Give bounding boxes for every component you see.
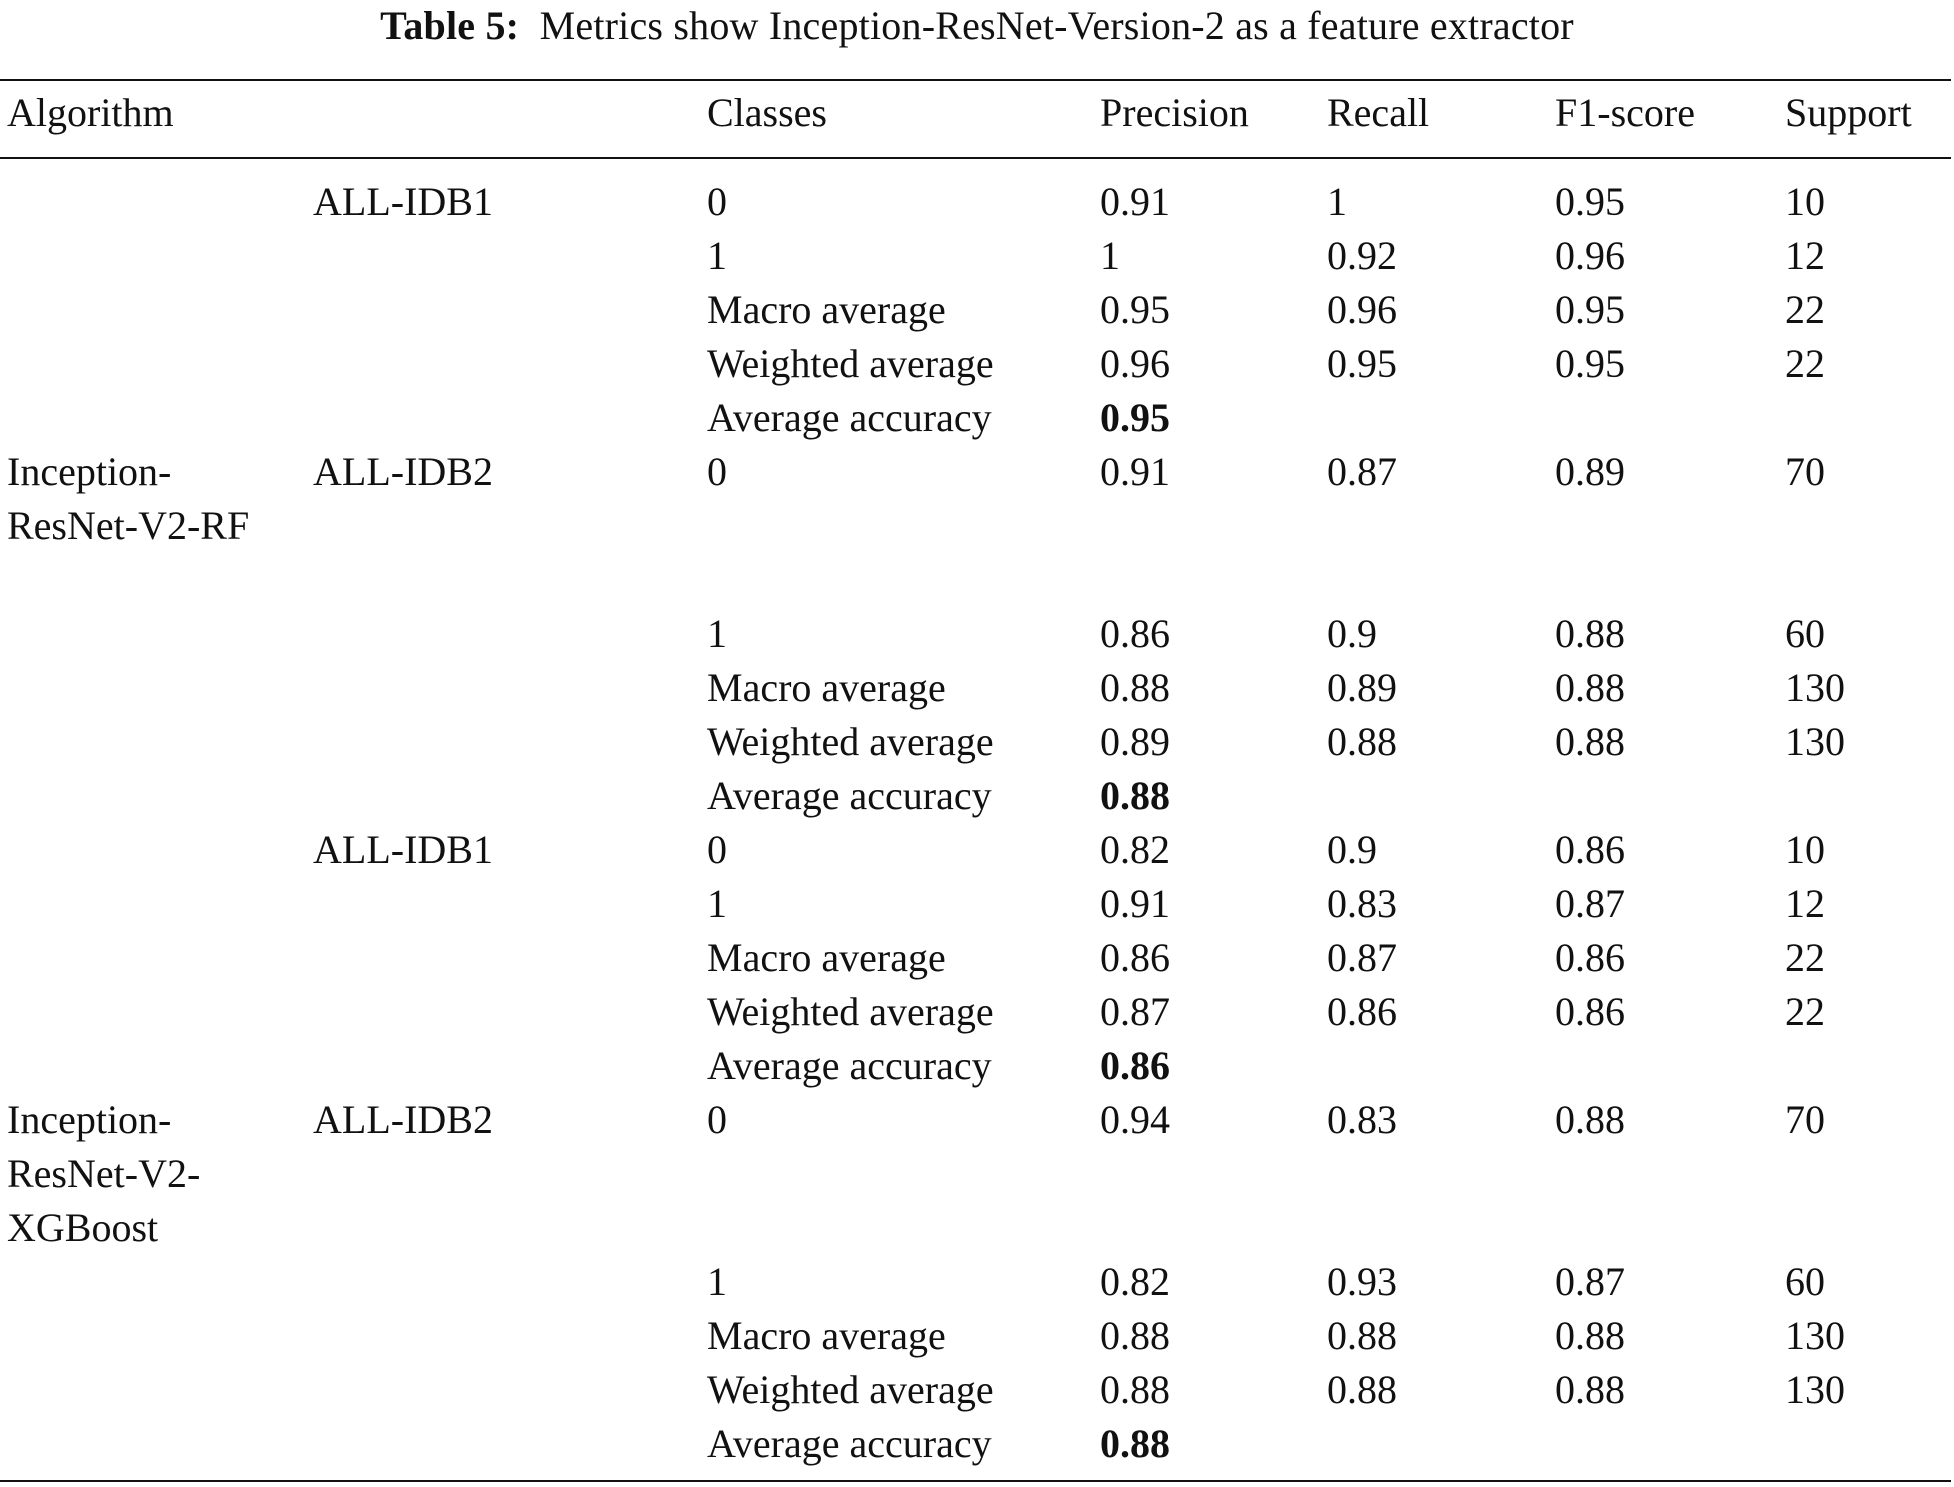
cell-precision: 0.88 bbox=[1100, 1313, 1170, 1358]
caption-text: Metrics show Inception-ResNet-Version-2 as a feature extractor bbox=[539, 3, 1574, 48]
cell-class: 0 bbox=[707, 449, 727, 494]
cell-f1-score: 0.89 bbox=[1555, 449, 1625, 494]
cell-support: 12 bbox=[1785, 233, 1825, 278]
cell-recall: 0.86 bbox=[1327, 989, 1397, 1034]
cell-precision: 0.86 bbox=[1100, 611, 1170, 656]
cell-class: 0 bbox=[707, 179, 727, 224]
cell-support: 10 bbox=[1785, 179, 1825, 224]
cell-class: 0 bbox=[707, 1097, 727, 1142]
cell-recall: 0.89 bbox=[1327, 665, 1397, 710]
top-rule bbox=[0, 79, 1951, 81]
cell-precision: 0.86 bbox=[1100, 1043, 1170, 1088]
cell-f1-score: 0.88 bbox=[1555, 1367, 1625, 1412]
cell-f1-score: 0.88 bbox=[1555, 665, 1625, 710]
cell-f1-score: 0.96 bbox=[1555, 233, 1625, 278]
cell-recall: 0.9 bbox=[1327, 827, 1377, 872]
cell-class: Macro average bbox=[707, 287, 946, 332]
cell-precision: 1 bbox=[1100, 233, 1120, 278]
cell-f1-score: 0.95 bbox=[1555, 179, 1625, 224]
cell-recall: 0.93 bbox=[1327, 1259, 1397, 1304]
cell-recall: 0.87 bbox=[1327, 449, 1397, 494]
cell-support: 60 bbox=[1785, 611, 1825, 656]
cell-class: Average accuracy bbox=[707, 1421, 992, 1466]
cell-precision: 0.88 bbox=[1100, 773, 1170, 818]
header-precision: Precision bbox=[1100, 90, 1249, 135]
cell-precision: 0.89 bbox=[1100, 719, 1170, 764]
cell-recall: 0.88 bbox=[1327, 1313, 1397, 1358]
cell-class: Macro average bbox=[707, 935, 946, 980]
cell-support: 70 bbox=[1785, 449, 1825, 494]
cell-support: 22 bbox=[1785, 989, 1825, 1034]
cell-support: 130 bbox=[1785, 1367, 1845, 1412]
cell-f1-score: 0.88 bbox=[1555, 611, 1625, 656]
cell-class: 1 bbox=[707, 233, 727, 278]
cell-f1-score: 0.88 bbox=[1555, 719, 1625, 764]
cell-class: Weighted average bbox=[707, 989, 994, 1034]
cell-class: 1 bbox=[707, 611, 727, 656]
cell-precision: 0.94 bbox=[1100, 1097, 1170, 1142]
cell-support: 22 bbox=[1785, 287, 1825, 332]
cell-class: Macro average bbox=[707, 665, 946, 710]
cell-support: 130 bbox=[1785, 665, 1845, 710]
cell-recall: 0.96 bbox=[1327, 287, 1397, 332]
cell-recall: 0.88 bbox=[1327, 719, 1397, 764]
algorithm-label: Inception-ResNet-V2-XGBoost bbox=[7, 1097, 201, 1250]
cell-support: 70 bbox=[1785, 1097, 1825, 1142]
bottom-rule bbox=[0, 1480, 1951, 1482]
dataset-label: ALL-IDB1 bbox=[313, 179, 493, 224]
cell-support: 60 bbox=[1785, 1259, 1825, 1304]
cell-f1-score: 0.86 bbox=[1555, 935, 1625, 980]
cell-f1-score: 0.95 bbox=[1555, 287, 1625, 332]
cell-support: 22 bbox=[1785, 341, 1825, 386]
header-algorithm: Algorithm bbox=[7, 90, 174, 135]
cell-precision: 0.96 bbox=[1100, 341, 1170, 386]
cell-support: 10 bbox=[1785, 827, 1825, 872]
cell-class: 0 bbox=[707, 827, 727, 872]
dataset-label: ALL-IDB2 bbox=[313, 449, 493, 494]
cell-f1-score: 0.88 bbox=[1555, 1097, 1625, 1142]
cell-recall: 0.87 bbox=[1327, 935, 1397, 980]
cell-recall: 0.9 bbox=[1327, 611, 1377, 656]
cell-precision: 0.88 bbox=[1100, 665, 1170, 710]
cell-support: 12 bbox=[1785, 881, 1825, 926]
header-rule bbox=[0, 157, 1951, 159]
cell-recall: 0.95 bbox=[1327, 341, 1397, 386]
dataset-label: ALL-IDB1 bbox=[313, 827, 493, 872]
cell-f1-score: 0.87 bbox=[1555, 1259, 1625, 1304]
cell-recall: 0.83 bbox=[1327, 1097, 1397, 1142]
cell-recall: 0.88 bbox=[1327, 1367, 1397, 1412]
cell-class: Weighted average bbox=[707, 719, 994, 764]
cell-f1-score: 0.86 bbox=[1555, 989, 1625, 1034]
cell-precision: 0.91 bbox=[1100, 449, 1170, 494]
cell-class: Weighted average bbox=[707, 1367, 994, 1412]
dataset-label: ALL-IDB2 bbox=[313, 1097, 493, 1142]
caption-label: Table 5: bbox=[380, 3, 520, 48]
cell-precision: 0.95 bbox=[1100, 287, 1170, 332]
cell-class: Macro average bbox=[707, 1313, 946, 1358]
cell-support: 130 bbox=[1785, 719, 1845, 764]
cell-precision: 0.88 bbox=[1100, 1367, 1170, 1412]
cell-recall: 0.92 bbox=[1327, 233, 1397, 278]
cell-precision: 0.91 bbox=[1100, 881, 1170, 926]
cell-f1-score: 0.86 bbox=[1555, 827, 1625, 872]
cell-class: Average accuracy bbox=[707, 773, 992, 818]
table-caption bbox=[0, 0, 1954, 52]
cell-f1-score: 0.87 bbox=[1555, 881, 1625, 926]
algorithm-label: Inception-ResNet-V2-RF bbox=[7, 449, 250, 548]
header-f1-score: F1-score bbox=[1555, 90, 1695, 135]
cell-precision: 0.91 bbox=[1100, 179, 1170, 224]
cell-class: Average accuracy bbox=[707, 1043, 992, 1088]
cell-precision: 0.82 bbox=[1100, 827, 1170, 872]
cell-class: Average accuracy bbox=[707, 395, 992, 440]
cell-precision: 0.87 bbox=[1100, 989, 1170, 1034]
header-support: Support bbox=[1785, 90, 1912, 135]
cell-precision: 0.82 bbox=[1100, 1259, 1170, 1304]
cell-support: 22 bbox=[1785, 935, 1825, 980]
cell-class: Weighted average bbox=[707, 341, 994, 386]
cell-recall: 0.83 bbox=[1327, 881, 1397, 926]
cell-precision: 0.86 bbox=[1100, 935, 1170, 980]
header-classes: Classes bbox=[707, 90, 827, 135]
cell-precision: 0.95 bbox=[1100, 395, 1170, 440]
header-recall: Recall bbox=[1327, 90, 1430, 135]
cell-class: 1 bbox=[707, 1259, 727, 1304]
cell-precision: 0.88 bbox=[1100, 1421, 1170, 1466]
cell-support: 130 bbox=[1785, 1313, 1845, 1358]
cell-class: 1 bbox=[707, 881, 727, 926]
cell-f1-score: 0.95 bbox=[1555, 341, 1625, 386]
cell-recall: 1 bbox=[1327, 179, 1347, 224]
cell-f1-score: 0.88 bbox=[1555, 1313, 1625, 1358]
